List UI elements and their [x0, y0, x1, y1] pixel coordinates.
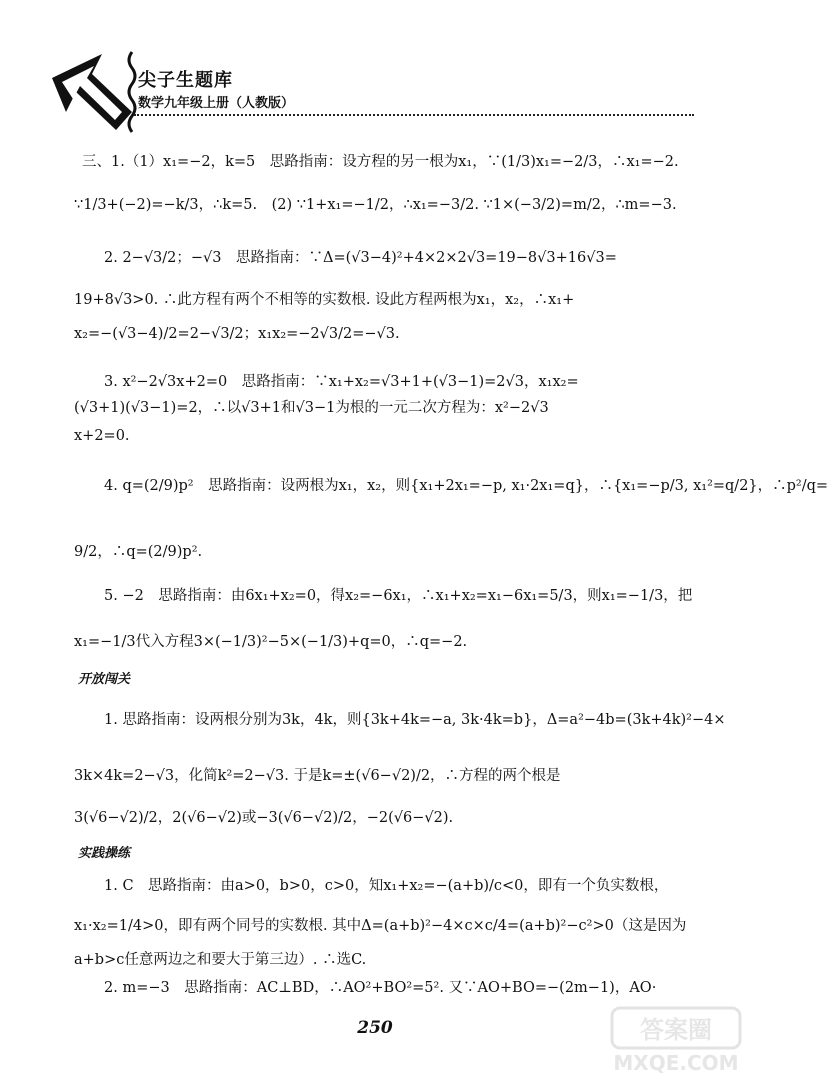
svg-text:MXQE.COM: MXQE.COM — [613, 1051, 739, 1075]
answer-line-1: 三、1.（1）x₁=−2，k=5 思路指南：设方程的另一根为x₁，∵(1/3)x₁=−2/3，∴x₁=−2. — [82, 154, 679, 170]
book-subtitle: 数学九年级上册（人教版） — [138, 96, 295, 111]
answer-line-8: x+2=0. — [74, 428, 130, 444]
answer-line-16: 1. C 思路指南：由a>0，b>0，c>0，知x₁+x₂=−(a+b)/c<0，即有一个负实数根， — [104, 878, 669, 894]
answer-line-3: 2. 2−√3/2；−√3 思路指南：∵Δ=(√3−4)²+4×2×2√3=19−8√3+16√3= — [104, 250, 617, 266]
section-practice: 实践操练 — [78, 846, 131, 861]
answer-line-17: x₁·x₂=1/4>0，即有两个同号的实数根. 其中Δ=(a+b)²−4×c×c/4=(a+b)²−c²>0（这是因为 — [74, 918, 687, 934]
answer-line-19: 2. m=−3 思路指南：AC⊥BD，∴AO²+BO²=5². 又∵AO+BO=−(2m−1)，AO· — [104, 980, 657, 996]
answer-line-2: ∵1/3+(−2)=−k/3，∴k=5. (2) ∵1+x₁=−1/2，∴x₁=−3/2. ∵1×(−3/2)=m/2，∴m=−3. — [74, 197, 677, 213]
svg-text:答案圈: 答案圈 — [640, 1016, 712, 1044]
answer-line-15: 3(√6−√2)/2，2(√6−√2)或−3(√6−√2)/2，−2(√6−√2). — [74, 810, 454, 826]
answer-line-18: a+b>c任意两边之和要大于第三边）. ∴选C. — [74, 952, 367, 968]
watermark-logo-icon — [612, 1006, 742, 1076]
answer-line-5: x₂=−(√3−4)/2=2−√3/2；x₁x₂=−2√3/2=−√3. — [74, 326, 400, 342]
arrow-logo-icon — [40, 50, 150, 140]
answer-line-10: 9/2，∴q=(2/9)p². — [74, 544, 203, 560]
answer-line-4: 19+8√3>0. ∴此方程有两个不相等的实数根. 设此方程两根为x₁，x₂，∴x₁+ — [74, 292, 575, 308]
answer-line-7: (√3+1)(√3−1)=2，∴以√3+1和√3−1为根的一元二次方程为：x²−2√3 — [74, 400, 549, 416]
answer-line-6: 3. x²−2√3x+2=0 思路指南：∵x₁+x₂=√3+1+(√3−1)=2√3，x₁x₂= — [104, 374, 579, 390]
header-divider — [134, 114, 694, 116]
answer-line-14: 3k×4k=2−√3，化简k²=2−√3. 于是k=±(√6−√2)/2，∴方程的两个根是 — [74, 768, 561, 784]
answer-line-12: x₁=−1/3代入方程3×(−1/3)²−5×(−1/3)+q=0，∴q=−2. — [74, 634, 468, 650]
watermark-logo — [612, 1006, 742, 1076]
section-open-challenge: 开放闯关 — [78, 672, 131, 687]
answer-line-13: 1. 思路指南：设两根分别为3k，4k，则{3k+4k=−a, 3k·4k=b}，Δ=a²−4b=(3k+4k)²−4× — [104, 712, 726, 728]
page-header — [0, 0, 750, 140]
page-number: 250 — [357, 1018, 393, 1038]
answer-line-11: 5. −2 思路指南：由6x₁+x₂=0，得x₂=−6x₁，∴x₁+x₂=x₁−6x₁=5/3，则x₁=−1/3，把 — [104, 588, 693, 604]
book-title: 尖子生题库 — [138, 70, 233, 91]
answer-line-9: 4. q=(2/9)p² 思路指南：设两根为x₁，x₂，则{x₁+2x₁=−p, x₁·2x₁=q}，∴{x₁=−p/3, x₁²=q/2}，∴p²/q= — [104, 478, 828, 494]
